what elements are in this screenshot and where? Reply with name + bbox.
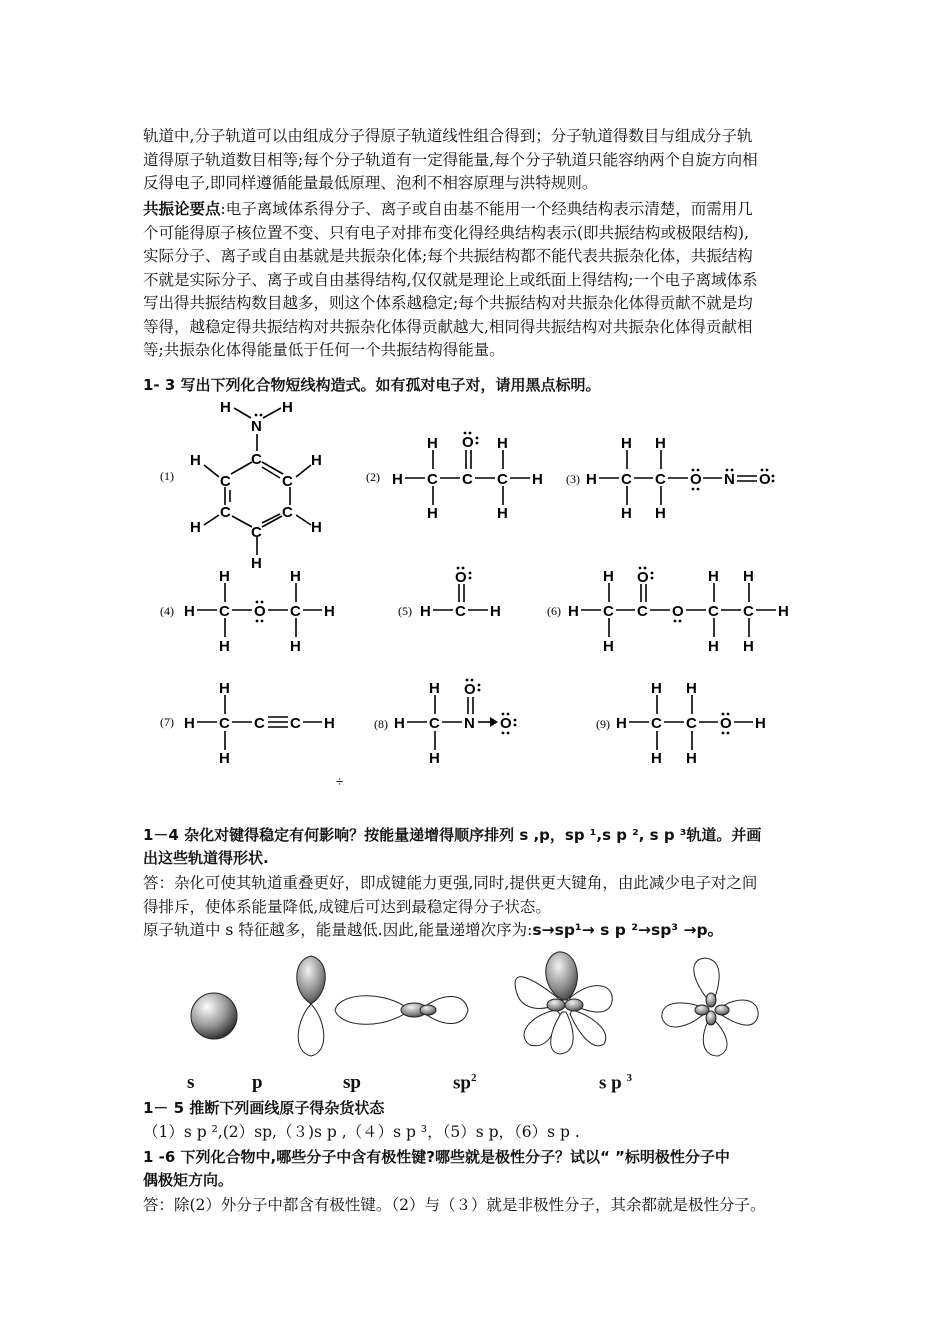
atom-h: H xyxy=(708,638,719,655)
resonance-line-7: 等;共振杂化体得能量低于任何一个共振结构得能量。 xyxy=(143,341,505,359)
atom-o: O xyxy=(500,715,512,732)
orbital-label-sp3: s p $^3$ xyxy=(599,1072,632,1094)
atom-c: C xyxy=(254,715,265,732)
question-1-3-title: 1- 3 写出下列化合物短线构造式。如有孤对电子对，请用黑点标明。 xyxy=(143,376,601,394)
atom-h: H xyxy=(290,568,301,585)
orbital-sp-shape xyxy=(335,996,468,1025)
energy-order-prefix: 原子轨道中 s 特征越多，能量越低.因此,能量递增次序为: xyxy=(143,921,533,939)
atom-h: H xyxy=(394,715,405,732)
atom-o: O xyxy=(455,569,467,586)
atom-h: H xyxy=(743,638,754,655)
atom-h: H xyxy=(251,555,262,572)
atom-c: C xyxy=(219,715,230,732)
atom-h: H xyxy=(282,399,293,416)
atom-c: C xyxy=(251,524,262,541)
atom-h: H xyxy=(429,680,440,697)
atom-c: C xyxy=(455,603,466,620)
atom-c: C xyxy=(219,603,230,620)
atom-h: H xyxy=(290,638,301,655)
atom-h: H xyxy=(420,603,431,620)
atom-h: H xyxy=(621,435,632,452)
structure-6-ethyl-acetate xyxy=(547,567,789,655)
atom-h: H xyxy=(651,750,662,767)
atom-c: C xyxy=(251,451,262,468)
atom-h: H xyxy=(427,505,438,522)
label-6: (6) xyxy=(547,604,561,618)
atom-h: H xyxy=(755,715,766,732)
resonance-line-4: 不就是实际分子、离子或自由基得结构,仅仅就是理论上或纸面上得结构;一个电子离域体系 xyxy=(143,270,758,289)
question-1-5-answer: （1）s p ²,(2）sp,（３)s p ,（４）s p ³，（5）s p，（6）s p . xyxy=(143,1123,580,1141)
answer-1-4-line-1: 答：杂化可使其轨道重叠更好，即成键能力更强,同时,提供更大键角，由此减少电子对之间 xyxy=(143,874,758,892)
atom-h: H xyxy=(324,715,335,732)
atom-h: H xyxy=(743,568,754,585)
question-1-6-line-1: 1 -6 下列化合物中,哪些分子中含有极性键?哪些就是极性分子？试以“ ”标明极性分子中 xyxy=(143,1148,730,1166)
label-9: (9) xyxy=(596,717,610,731)
question-1-6-line-2: 偶极矩方向。 xyxy=(143,1171,234,1189)
question-1-4-title xyxy=(143,824,833,870)
question-1-5-title: 1－ 5 推断下列画线原子得杂货状态 xyxy=(143,1099,385,1117)
atom-h: H xyxy=(586,471,597,488)
atom-h: H xyxy=(427,435,438,452)
atom-h: H xyxy=(655,505,666,522)
atom-h: H xyxy=(184,603,195,620)
atom-o: O xyxy=(464,681,476,698)
orbital-sp2-shape xyxy=(515,952,612,1054)
atom-h: H xyxy=(497,505,508,522)
atom-h: H xyxy=(497,435,508,452)
structure-4-dimethyl-ether xyxy=(160,568,335,655)
atom-o: O xyxy=(720,715,732,732)
atom-h: H xyxy=(392,471,403,488)
atom-h: H xyxy=(429,750,440,767)
structure-7-propyne xyxy=(160,680,335,767)
orbital-label-p: p xyxy=(252,1072,263,1093)
atom-h: H xyxy=(490,603,501,620)
atom-c: C xyxy=(621,471,632,488)
structure-9-ethanol xyxy=(596,680,766,767)
label-4: (4) xyxy=(160,604,174,618)
atom-h: H xyxy=(324,603,335,620)
structure-2-acetone xyxy=(366,432,543,522)
stray-division-mark: ÷ xyxy=(336,774,344,789)
question-1-4-answer xyxy=(143,872,833,943)
intro-line-2: 道得原子轨道数目相等;每个分子轨道有一定得能量,每个分子轨道只能容纳两个自旋方向相 xyxy=(143,150,758,169)
atom-h: H xyxy=(219,568,230,585)
atom-o: O xyxy=(462,434,474,451)
atom-o: O xyxy=(690,471,702,488)
atom-c: C xyxy=(290,715,301,732)
answer-1-4-line-2: 得排斥，使体系能量降低,成键后可达到最稳定得分子状态。 xyxy=(143,897,551,916)
atom-o: O xyxy=(759,471,771,488)
atom-c: C xyxy=(282,473,293,490)
atom-h: H xyxy=(219,750,230,767)
atom-h: H xyxy=(778,603,789,620)
orbital-label-s: s xyxy=(187,1072,195,1093)
atom-h: H xyxy=(686,750,697,767)
atom-h: H xyxy=(532,471,543,488)
resonance-line-1: :电子离域体系得分子、离子或自由基不能用一个经典结构表示清楚，而需用几 xyxy=(220,200,753,218)
atom-c: C xyxy=(497,471,508,488)
atom-h: H xyxy=(311,519,322,536)
atom-h: H xyxy=(184,715,195,732)
label-7: (7) xyxy=(160,715,174,729)
orbital-sp3-shape xyxy=(662,958,758,1056)
atom-c: C xyxy=(603,603,614,620)
question-1-4-line-1: 1－4 杂化对键得稳定有何影响？按能量递增得顺序排列 s ,p，sp ¹,s p ², s p ³轨道。并画 xyxy=(143,826,762,844)
atom-c: C xyxy=(282,504,293,521)
atom-c: C xyxy=(220,504,231,521)
atom-h: H xyxy=(686,680,697,697)
question-1-4-line-2: 出这些轨道得形状. xyxy=(143,849,269,867)
atom-h: H xyxy=(603,638,614,655)
intro-line-1: 轨道中,分子轨道可以由组成分子得原子轨道线性组合得到；分子轨道得数目与组成分子轨 xyxy=(143,127,753,145)
structure-1-aniline xyxy=(160,399,322,572)
atom-h: H xyxy=(616,715,627,732)
atom-h: H xyxy=(220,399,231,416)
atom-h: H xyxy=(651,680,662,697)
atom-h: H xyxy=(621,505,632,522)
atom-c: C xyxy=(651,715,662,732)
atom-c: C xyxy=(655,471,666,488)
label-3: (3) xyxy=(566,472,580,486)
atom-h: H xyxy=(219,638,230,655)
atom-c: C xyxy=(462,471,473,488)
atom-n: N xyxy=(251,418,262,435)
atom-c: C xyxy=(637,603,648,620)
orbital-label-sp: sp xyxy=(343,1072,361,1093)
atom-c: C xyxy=(686,715,697,732)
atom-c: C xyxy=(290,603,301,620)
label-8: (8) xyxy=(374,717,388,731)
atom-c: C xyxy=(429,715,440,732)
energy-order-sequence: s→sp¹→ s p ²→sp³ →p。 xyxy=(532,921,724,939)
atom-h: H xyxy=(190,519,201,536)
resonance-line-5: 写出得共振结构数目越多，则这个体系越稳定;每个共振结构对共振杂化体得贡献不就是均 xyxy=(143,294,753,312)
resonance-line-6: 等得，越稳定得共振结构对共振杂化体得贡献越大,相同得共振结构对共振杂化体得贡献相 xyxy=(143,317,753,336)
structure-8-nitromethane xyxy=(374,679,516,767)
atom-o: O xyxy=(637,569,649,586)
resonance-line-2: 个可能得原子核位置不变、只有电子对排布变化得经典结构表示(即共振结构或极限结构), xyxy=(143,223,750,242)
label-5: (5) xyxy=(398,604,412,618)
structure-5-formaldehyde xyxy=(398,567,501,620)
orbital-label-sp2: $sp^2$ xyxy=(453,1072,477,1094)
resonance-heading: 共振论要点 xyxy=(143,200,221,218)
label-1: (1) xyxy=(160,469,174,483)
intro-line-3: 反得电子,即同样遵循能量最低原理、泡利不相容原理与洪特规则。 xyxy=(143,174,598,192)
orbital-s-sphere xyxy=(191,993,237,1039)
atom-o: O xyxy=(254,603,266,620)
atom-h: H xyxy=(655,435,666,452)
orbital-p-shape xyxy=(297,956,326,1056)
atom-c: C xyxy=(427,471,438,488)
atom-c: C xyxy=(708,603,719,620)
atom-o: O xyxy=(672,603,684,620)
question-1-6-title xyxy=(143,1146,833,1192)
resonance-line-3: 实际分子、离子或自由基就是共振杂化体;每个共振结构都不能代表共振杂化体，共振结构 xyxy=(143,247,753,265)
atom-h: H xyxy=(219,680,230,697)
question-1-6-answer: 答：除(2）外分子中都含有极性键。（2）与（３）就是非极性分子，其余都就是极性分子。 xyxy=(143,1196,766,1214)
atom-c: C xyxy=(220,473,231,490)
atom-c: C xyxy=(743,603,754,620)
atom-n: N xyxy=(464,715,475,732)
atom-h: H xyxy=(190,452,201,469)
label-2: (2) xyxy=(366,470,380,484)
atom-h: H xyxy=(568,603,579,620)
structure-3-ethyl-nitrite xyxy=(566,435,774,522)
atom-n: N xyxy=(724,471,735,488)
atom-h: H xyxy=(603,568,614,585)
atom-h: H xyxy=(311,452,322,469)
atom-h: H xyxy=(708,568,719,585)
